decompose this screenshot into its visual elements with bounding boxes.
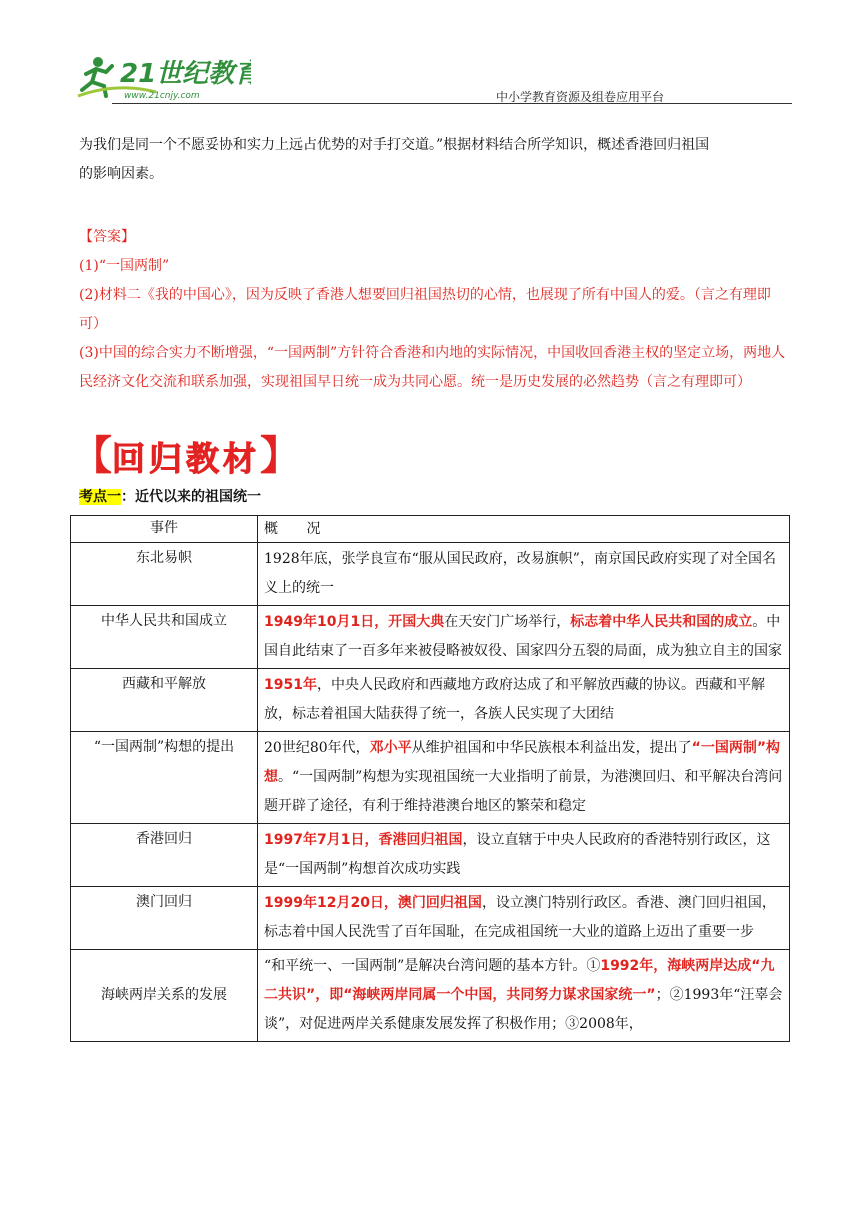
table-row <box>71 887 790 950</box>
topic-title: ：近代以来的祖国统一 <box>121 489 261 505</box>
banner-title: 回归教材 <box>112 438 260 478</box>
description-text: ，设立直辖于中央人民政府的香港特别行政区，这是“一国两制”构想首次成功实践 <box>264 832 771 877</box>
answer-item: (2)材料二《我的中国心》，因为反映了香港人想要回归祖国热切的心情，也展现了所有中国人的爱。（言之有理即可） <box>79 287 771 332</box>
key-point-text: 开国大典 <box>388 614 445 630</box>
events-table <box>70 515 790 1042</box>
description-text: ；②1993年“汪辜会谈”，对促进两岸关系健康发展发挥了积极作用；③2008年， <box>264 987 783 1032</box>
platform-name: 中小学教育资源及组卷应用平台 <box>495 90 664 104</box>
svg-text:www.21cnjy.com: www.21cnjy.com <box>124 91 200 101</box>
table-row <box>71 824 790 887</box>
description-text: ，设立澳门特别行政区。香港、澳门回归祖国，标志着中国人民洗雪了百年国耻，在完成祖国统一大业的道路上迈出了重要一步 <box>264 895 776 940</box>
description-cell <box>258 824 790 887</box>
description-text: 1928年底，张学良宣布“服从国民政府，改易旗帜”，南京国民政府实现了对全国名义上的统一 <box>264 551 776 596</box>
table-row <box>71 732 790 824</box>
event-cell: 香港回归 <box>71 824 258 887</box>
table-row <box>71 669 790 732</box>
answer-item: (1)“一国两制” <box>79 258 170 274</box>
logo <box>76 52 251 102</box>
runner-logo-icon <box>76 52 251 102</box>
topic-heading <box>79 486 261 506</box>
event-cell: 东北易帜 <box>71 543 258 606</box>
event-cell: 澳门回归 <box>71 887 258 950</box>
table-row <box>71 950 790 1042</box>
answer-heading: 【答案】 <box>79 229 135 245</box>
answer-block <box>79 223 791 397</box>
page-header <box>76 52 792 102</box>
key-point-text: 标志着中华人民共和国的成立 <box>570 614 753 630</box>
description-text: 20世纪80年代， <box>264 740 370 756</box>
table-header-row <box>71 516 790 543</box>
banner-bracket-open: 【 <box>72 433 112 479</box>
description-text: 。“一国两制”构想为实现祖国统一大业指明了前景，为港澳回归、和平解决台湾问题开辟了途径，有利于维持港澳台地区的繁荣和稳定 <box>264 769 783 814</box>
description-cell <box>258 950 790 1042</box>
description-cell <box>258 732 790 824</box>
key-point-text: “一国两制”构想 <box>264 740 781 785</box>
key-point-text: 邓小平 <box>369 740 412 756</box>
description-cell <box>258 543 790 606</box>
header-cell-event: 事件 <box>71 516 258 543</box>
section-banner <box>72 433 300 479</box>
description-text: 从维护祖国和中华民族根本利益出发，提出了 <box>411 740 692 756</box>
header-divider <box>112 103 792 104</box>
answer-item: (3)中国的综合实力不断增强，“一国两制”方针符合香港和内地的实际情况，中国收回香港主权的坚定立场，两地人民经济文化交流和联系加强，实现祖国早日统一成为共同心愿。统一是历史发展的必然趋势（言之有理即可） <box>79 345 786 390</box>
key-point-text: 1997年7月1日，香港回归祖国 <box>264 832 463 848</box>
topic-highlight: 考点一 <box>79 489 121 505</box>
question-text <box>79 131 791 189</box>
event-cell: 中华人民共和国成立 <box>71 606 258 669</box>
event-cell: 海峡两岸关系的发展 <box>71 950 258 1042</box>
key-point-text: 1951年 <box>264 677 317 693</box>
event-cell: “一国两制”构想的提出 <box>71 732 258 824</box>
key-point-text: 1992年，海峡两岸达成“九二共识”，即“海峡两岸同属一个中国，共同努力谋求国家统一” <box>264 958 775 1003</box>
key-point-text: 1999年12月20日，澳门回归祖国 <box>264 895 482 911</box>
description-cell <box>258 887 790 950</box>
header-cell-desc: 概 况 <box>258 516 790 543</box>
description-text: 。中国自此结束了一百多年来被侵略被奴役、国家四分五裂的局面，成为独立自主的国家 <box>264 614 782 659</box>
key-point-text: 1949年10月1日， <box>264 614 389 630</box>
description-text: 在天安门广场举行， <box>444 614 571 630</box>
table-row <box>71 606 790 669</box>
svg-text:21世纪教育: 21世纪教育 <box>120 59 251 89</box>
description-cell <box>258 669 790 732</box>
event-cell: 西藏和平解放 <box>71 669 258 732</box>
banner-bracket-close: 】 <box>260 433 300 479</box>
question-line: 的影响因素。 <box>79 166 163 182</box>
table-row <box>71 543 790 606</box>
description-text: ，中央人民政府和西藏地方政府达成了和平解放西藏的协议。西藏和平解放，标志着祖国大陆获得了统一，各族人民实现了大团结 <box>264 677 765 722</box>
question-line: 为我们是同一个不愿妥协和实力上远占优势的对手打交道。”根据材料结合所学知识，概述香港回归祖国 <box>79 137 710 153</box>
description-text: “和平统一、一国两制”是解决台湾问题的基本方针。① <box>264 958 601 974</box>
description-cell <box>258 606 790 669</box>
